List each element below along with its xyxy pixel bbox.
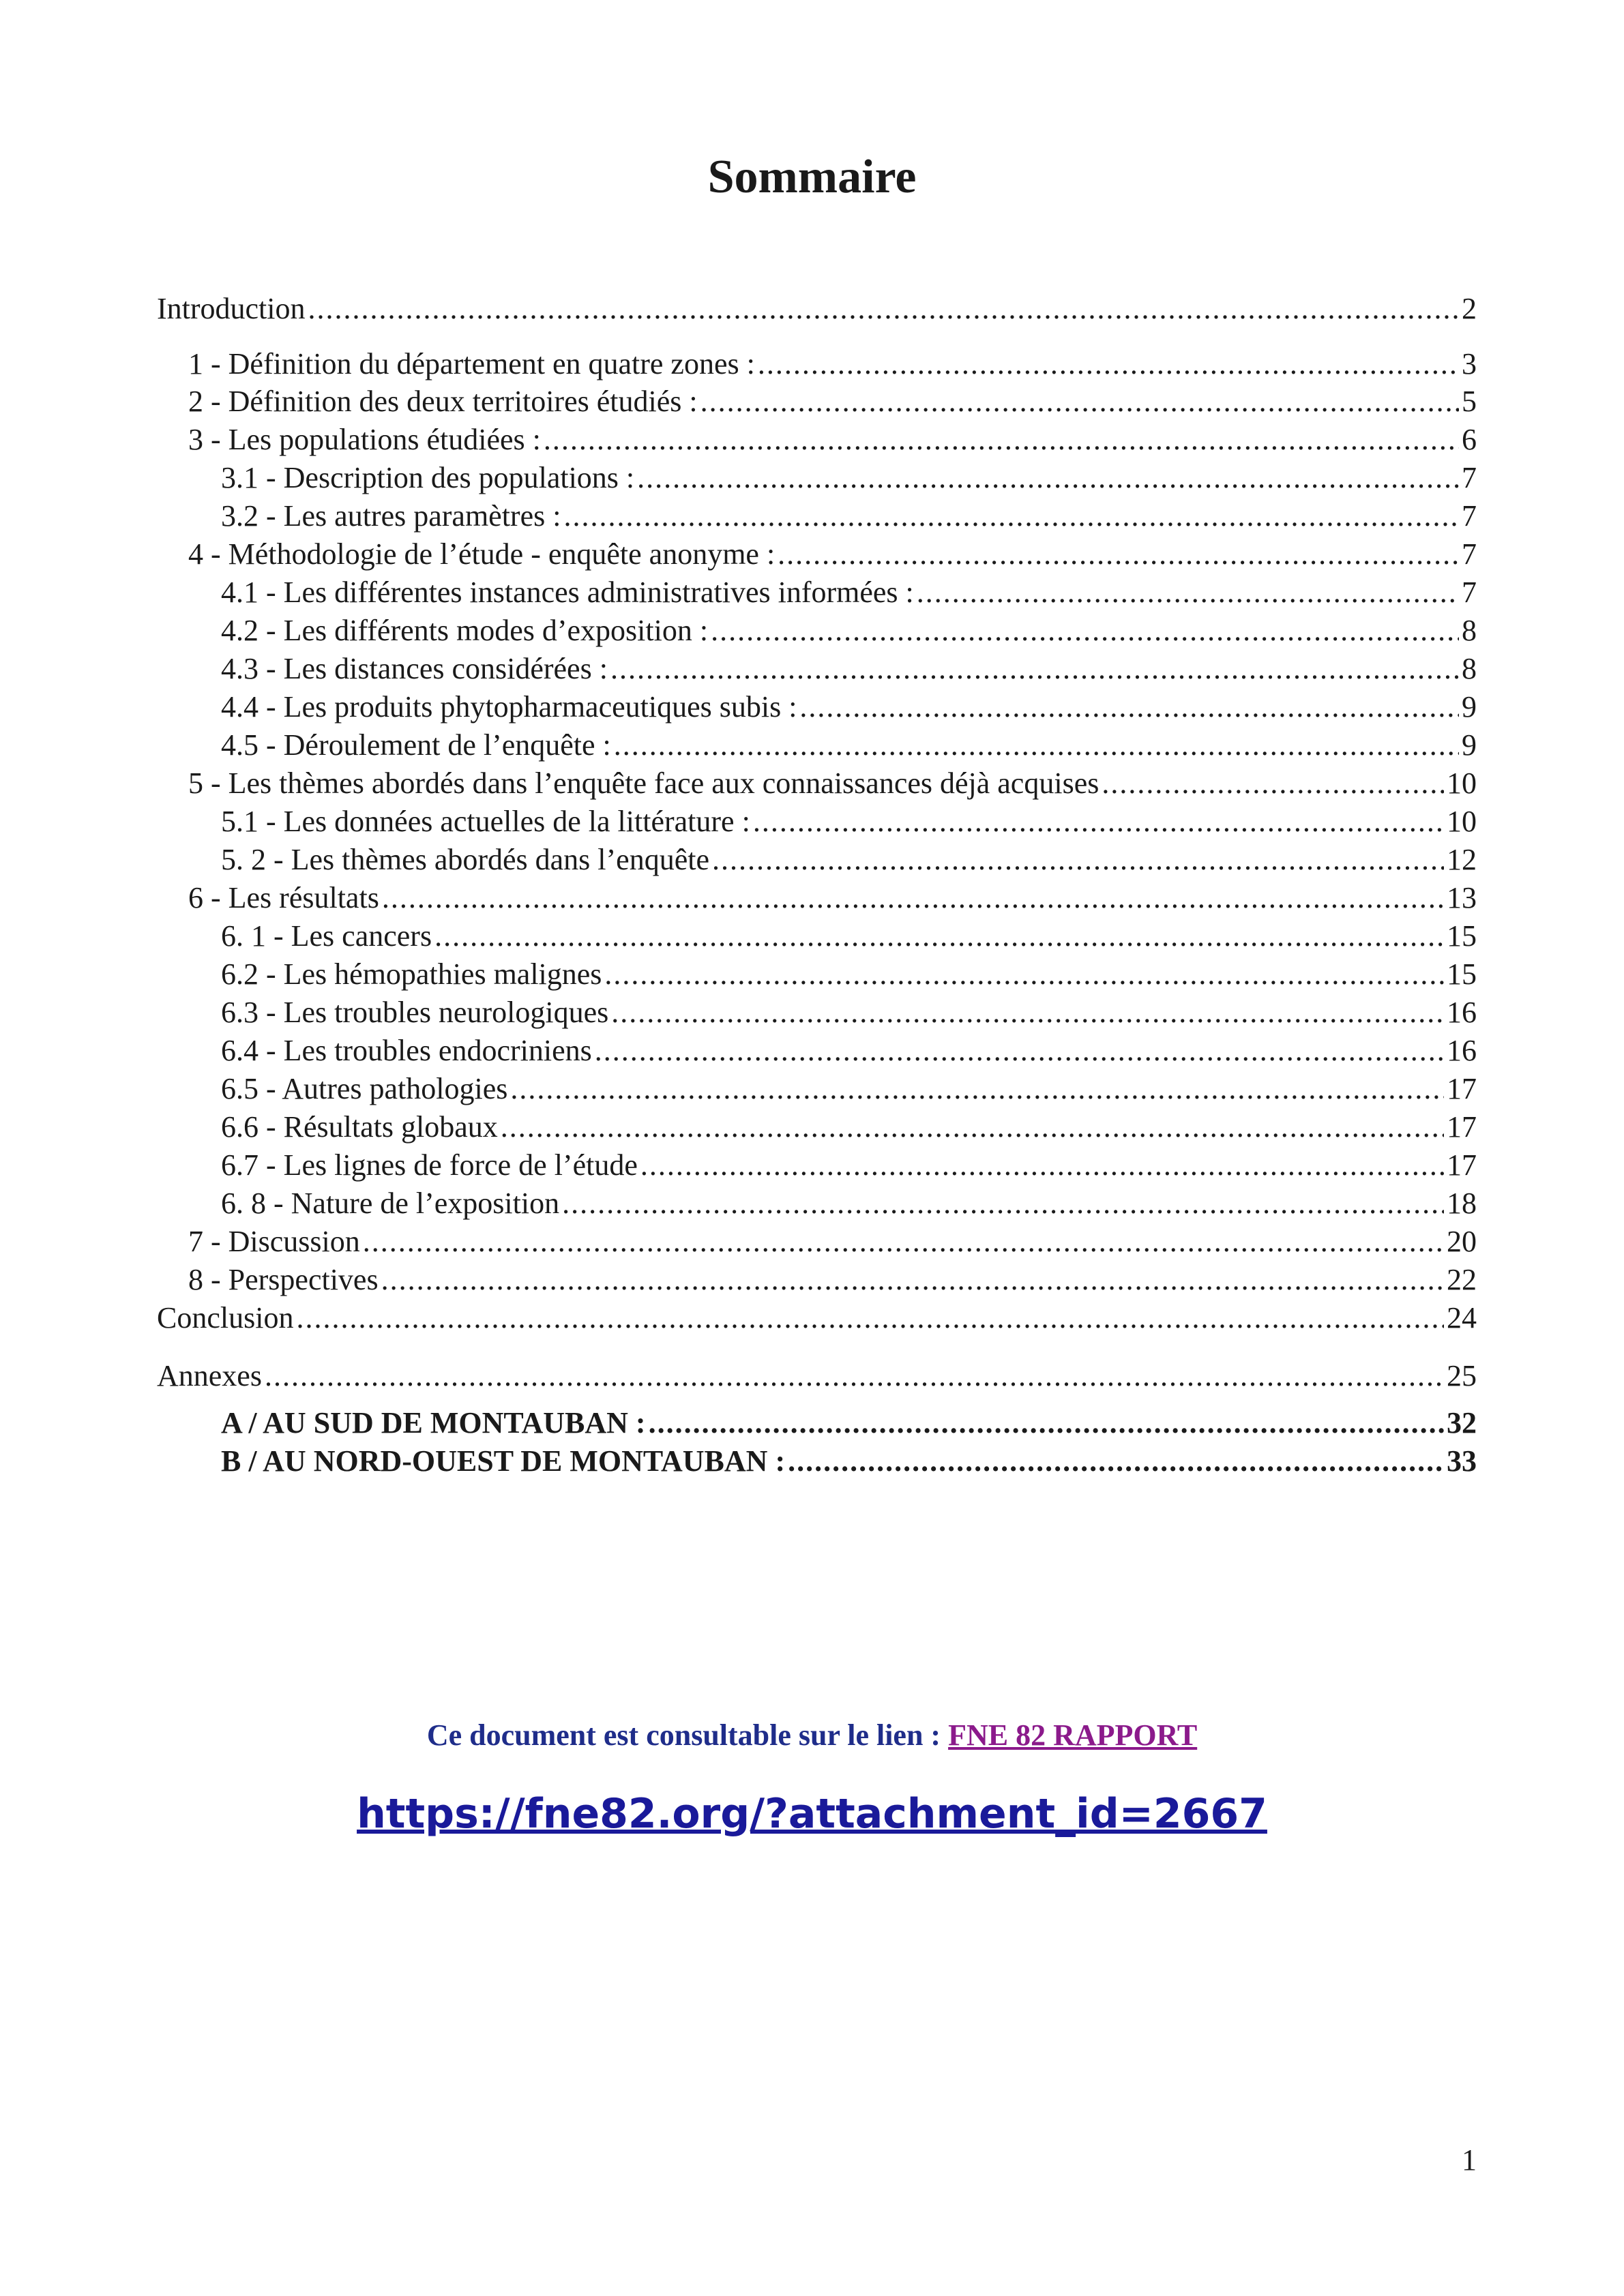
toc-entry-label: 6.7 - Les lignes de force de l’étude xyxy=(221,1148,638,1182)
toc-entry-label: 7 - Discussion xyxy=(188,1225,360,1258)
toc-entry-page: 24 xyxy=(1447,1301,1477,1335)
toc-leader-dots xyxy=(501,1108,1444,1146)
toc-entry-page: 10 xyxy=(1447,766,1477,800)
toc-entry-label: 6.6 - Résultats globaux xyxy=(221,1110,498,1144)
toc-entry-page: 32 xyxy=(1447,1406,1477,1440)
toc-entry-page: 7 xyxy=(1462,537,1477,571)
toc-leader-dots xyxy=(649,1404,1444,1442)
toc-entry-page: 17 xyxy=(1447,1110,1477,1144)
toc-entry-label: 3.1 - Description des populations : xyxy=(221,461,635,494)
toc-entry[interactable] xyxy=(221,688,1477,726)
toc-entry-page: 15 xyxy=(1447,957,1477,991)
toc-leader-dots xyxy=(604,955,1444,994)
toc-entry-page: 6 xyxy=(1462,423,1477,456)
toc-entry[interactable] xyxy=(221,497,1477,535)
toc-entry[interactable] xyxy=(157,1357,1477,1395)
toc-entry-page: 13 xyxy=(1447,881,1477,914)
toc-entry-page: 8 xyxy=(1462,652,1477,685)
toc-entry[interactable] xyxy=(221,917,1477,955)
toc-entry-label: 6. 8 - Nature de l’exposition xyxy=(221,1187,560,1220)
toc-entry-label: 5.1 - Les données actuelles de la littérature : xyxy=(221,805,750,838)
toc-leader-dots xyxy=(614,726,1459,764)
toc-entry[interactable] xyxy=(188,879,1477,917)
toc-entry[interactable] xyxy=(221,994,1477,1032)
toc-leader-dots xyxy=(917,573,1459,612)
toc-entry-label: 4 - Méthodologie de l’étude - enquête anonyme : xyxy=(188,537,776,571)
toc-entry-page: 5 xyxy=(1462,385,1477,418)
toc-entry-label: 4.3 - Les distances considérées : xyxy=(221,652,608,685)
toc-entry-label: Conclusion xyxy=(157,1301,294,1335)
toc-entry[interactable] xyxy=(221,1032,1477,1070)
toc-entry-page: 33 xyxy=(1447,1444,1477,1478)
toc-entry-page: 12 xyxy=(1447,843,1477,876)
toc-entry-page: 3 xyxy=(1462,347,1477,381)
toc-entry-label: 6.4 - Les troubles endocriniens xyxy=(221,1034,592,1067)
toc-entry-label: 6.3 - Les troubles neurologiques xyxy=(221,996,609,1029)
toc-entry-page: 2 xyxy=(1462,292,1477,325)
toc-entry[interactable] xyxy=(221,650,1477,688)
toc-entry-label: Annexes xyxy=(157,1359,262,1392)
toc-entry-page: 25 xyxy=(1447,1359,1477,1392)
toc-entry-page: 17 xyxy=(1447,1072,1477,1105)
toc-entry-page: 7 xyxy=(1462,461,1477,494)
toc-leader-dots xyxy=(788,1442,1444,1480)
toc-entry-label: 2 - Définition des deux territoires étudiés : xyxy=(188,385,698,418)
toc-entry-page: 10 xyxy=(1447,805,1477,838)
toc-leader-dots xyxy=(562,1184,1444,1223)
document-link-notice xyxy=(0,1715,1624,1756)
toc-leader-dots xyxy=(711,612,1459,650)
toc-entry-label: 8 - Perspectives xyxy=(188,1263,379,1296)
toc-entry[interactable] xyxy=(221,612,1477,650)
toc-leader-dots xyxy=(296,1299,1444,1337)
toc-entry[interactable] xyxy=(188,1261,1477,1299)
toc-leader-dots xyxy=(363,1223,1444,1261)
toc-leader-dots xyxy=(381,1261,1444,1299)
toc-leader-dots xyxy=(637,459,1459,497)
toc-entry-label: 3.2 - Les autres paramètres : xyxy=(221,499,561,533)
toc-entry-page: 15 xyxy=(1447,919,1477,953)
toc-entry-page: 9 xyxy=(1462,728,1477,762)
toc-entry[interactable] xyxy=(221,1442,1477,1480)
toc-leader-dots xyxy=(610,650,1459,688)
toc-entry-label: 4.2 - Les différents modes d’exposition : xyxy=(221,614,709,647)
toc-leader-dots xyxy=(799,688,1459,726)
toc-entry-page: 16 xyxy=(1447,996,1477,1029)
toc-entry[interactable] xyxy=(221,1108,1477,1146)
toc-entry[interactable] xyxy=(188,764,1477,803)
toc-entry[interactable] xyxy=(221,1184,1477,1223)
fne-report-link[interactable]: FNE 82 RAPPORT xyxy=(948,1718,1198,1752)
toc-entry-page: 7 xyxy=(1462,576,1477,609)
toc-leader-dots xyxy=(595,1032,1444,1070)
toc-leader-dots xyxy=(778,535,1459,573)
notice-text: Ce document est consultable sur le lien : xyxy=(426,1718,949,1752)
toc-leader-dots xyxy=(712,841,1444,879)
toc-entry-label: 5 - Les thèmes abordés dans l’enquête face aux connaissances déjà acquises xyxy=(188,766,1099,800)
toc-entry[interactable] xyxy=(188,421,1477,459)
toc-entry[interactable] xyxy=(221,1146,1477,1184)
toc-leader-dots xyxy=(308,290,1459,328)
toc-entry-page: 9 xyxy=(1462,690,1477,724)
toc-entry[interactable] xyxy=(221,726,1477,764)
toc-leader-dots xyxy=(510,1070,1444,1108)
toc-leader-dots xyxy=(265,1357,1444,1395)
toc-leader-dots xyxy=(434,917,1444,955)
toc-entry-page: 22 xyxy=(1447,1263,1477,1296)
toc-entry[interactable] xyxy=(221,1070,1477,1108)
toc-entry-page: 8 xyxy=(1462,614,1477,647)
toc-entry[interactable] xyxy=(221,803,1477,841)
toc-entry-page: 7 xyxy=(1462,499,1477,533)
toc-entry-page: 18 xyxy=(1447,1187,1477,1220)
page-title: Sommaire xyxy=(707,151,917,203)
toc-leader-dots xyxy=(611,994,1444,1032)
toc-entry-page: 20 xyxy=(1447,1225,1477,1258)
toc-entry-label: 6 - Les résultats xyxy=(188,881,379,914)
toc-entry-label: 5. 2 - Les thèmes abordés dans l’enquête xyxy=(221,843,709,876)
toc-entry[interactable] xyxy=(221,1404,1477,1442)
toc-leader-dots xyxy=(382,879,1444,917)
toc-leader-dots xyxy=(640,1146,1444,1184)
toc-entry[interactable] xyxy=(188,345,1477,383)
toc-entry[interactable] xyxy=(221,955,1477,994)
toc-entry[interactable] xyxy=(221,459,1477,497)
toc-entry-label: 6.5 - Autres pathologies xyxy=(221,1072,508,1105)
toc-entry-label: 3 - Les populations étudiées : xyxy=(188,423,541,456)
toc-entry-label: B / AU NORD-OUEST DE MONTAUBAN : xyxy=(221,1444,786,1478)
toc-entry[interactable] xyxy=(221,573,1477,612)
toc-leader-dots xyxy=(700,383,1459,421)
toc-leader-dots xyxy=(544,421,1459,459)
toc-leader-dots xyxy=(758,345,1459,383)
toc-entry[interactable] xyxy=(188,535,1477,573)
toc-entry-label: A / AU SUD DE MONTAUBAN : xyxy=(221,1406,646,1440)
toc-entry-label: 4.5 - Déroulement de l’enquête : xyxy=(221,728,611,762)
toc-entry[interactable] xyxy=(157,1299,1477,1337)
toc-entry[interactable] xyxy=(188,383,1477,421)
toc-entry-label: Introduction xyxy=(157,292,306,325)
toc-entry-page: 17 xyxy=(1447,1148,1477,1182)
toc-leader-dots xyxy=(753,803,1444,841)
toc-entry[interactable] xyxy=(188,1223,1477,1261)
toc-leader-dots xyxy=(1102,764,1444,803)
toc-entry-label: 6. 1 - Les cancers xyxy=(221,919,432,953)
document-url-link[interactable]: https://fne82.org/?attachment_id=2667 xyxy=(357,1790,1267,1838)
toc-entry-label: 4.1 - Les différentes instances administratives informées : xyxy=(221,576,914,609)
toc-leader-dots xyxy=(563,497,1459,535)
page-number: 1 xyxy=(1462,2143,1477,2177)
toc-entry-label: 4.4 - Les produits phytopharmaceutiques subis : xyxy=(221,690,797,724)
toc-entry[interactable] xyxy=(221,841,1477,879)
toc-entry[interactable] xyxy=(157,290,1477,328)
toc-entry-label: 6.2 - Les hémopathies malignes xyxy=(221,957,602,991)
toc-entry-page: 16 xyxy=(1447,1034,1477,1067)
toc-entry-label: 1 - Définition du département en quatre zones : xyxy=(188,347,755,381)
